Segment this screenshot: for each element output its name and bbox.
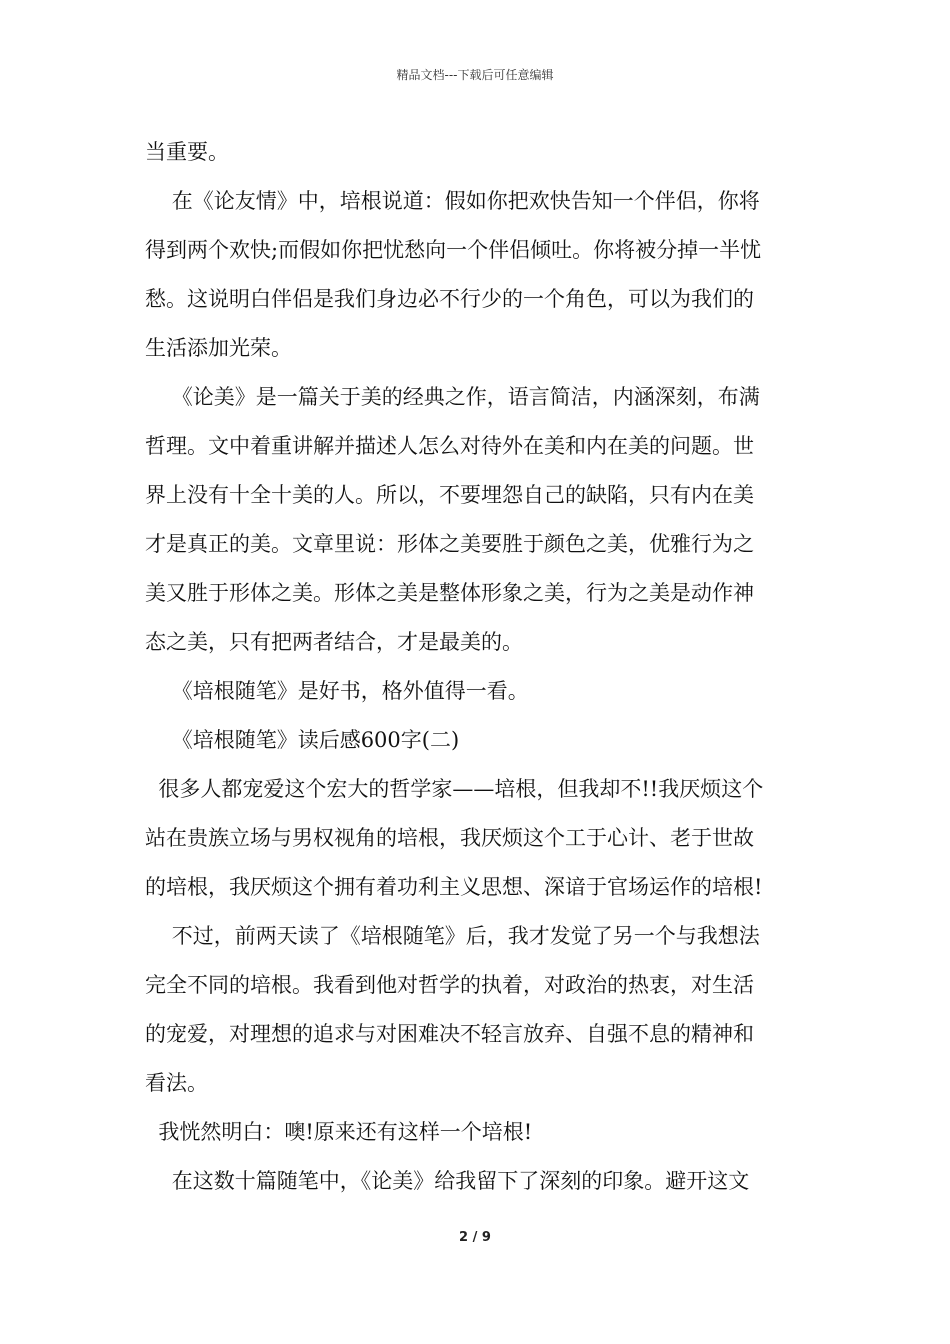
page-header: 精品文档---下载后可任意编辑: [396, 68, 554, 82]
text-line: 界上没有十全十美的人。所以，不要埋怨自己的缺陷，只有内在美: [145, 483, 754, 507]
text-line: 完全不同的培根。我看到他对哲学的执着，对政治的热衷，对生活: [145, 973, 754, 997]
text-line: 不过，前两天读了《培根随笔》后，我才发觉了另一个与我想法: [145, 924, 760, 948]
text-line: 看法。: [145, 1071, 208, 1095]
section-heading: 《培根随笔》读后感600字(二): [145, 728, 460, 752]
text-line: 的宠爱，对理想的追求与对困难决不轻言放弃、自强不息的精神和: [145, 1022, 754, 1046]
text-line: 得到两个欢快;而假如你把忧愁向一个伴侣倾吐。你将被分掉一半忧: [145, 238, 762, 262]
text-line: 在这数十篇随笔中，《论美》给我留下了深刻的印象。避开这文: [145, 1169, 750, 1193]
text-line: 站在贵族立场与男权视角的培根，我厌烦这个工于心计、老于世故: [145, 826, 754, 850]
text-line: 哲理。文中着重讲解并描述人怎么对待外在美和内在美的问题。世: [145, 434, 754, 458]
text-line: 生活添加光荣。: [145, 336, 292, 360]
text-line: 我恍然明白：噢!原来还有这样一个培根!: [145, 1120, 533, 1144]
text-line: 愁。这说明白伴侣是我们身边必不行少的一个角色，可以为我们的: [145, 287, 754, 311]
page-number: 2 / 9: [459, 1230, 491, 1245]
text-line: 的培根，我厌烦这个拥有着功利主义思想、深谙于官场运作的培根!: [145, 875, 763, 899]
text-line: 很多人都宠爱这个宏大的哲学家——培根，但我却不!!我厌烦这个: [145, 777, 764, 801]
text-line: 当重要。: [145, 140, 229, 164]
text-line: 《培根随笔》是好书，格外值得一看。: [145, 679, 529, 703]
text-line: 美又胜于形体之美。形体之美是整体形象之美，行为之美是动作神: [145, 581, 754, 605]
text-line: 《论美》是一篇关于美的经典之作，语言简洁，内涵深刻，布满: [145, 385, 760, 409]
text-line: 在《论友情》中，培根说道：假如你把欢快告知一个伴侣，你将: [145, 189, 760, 213]
text-line: 态之美，只有把两者结合，才是最美的。: [145, 630, 523, 654]
text-line: 才是真正的美。文章里说：形体之美要胜于颜色之美，优雅行为之: [145, 532, 754, 556]
document-body: [145, 128, 825, 1206]
